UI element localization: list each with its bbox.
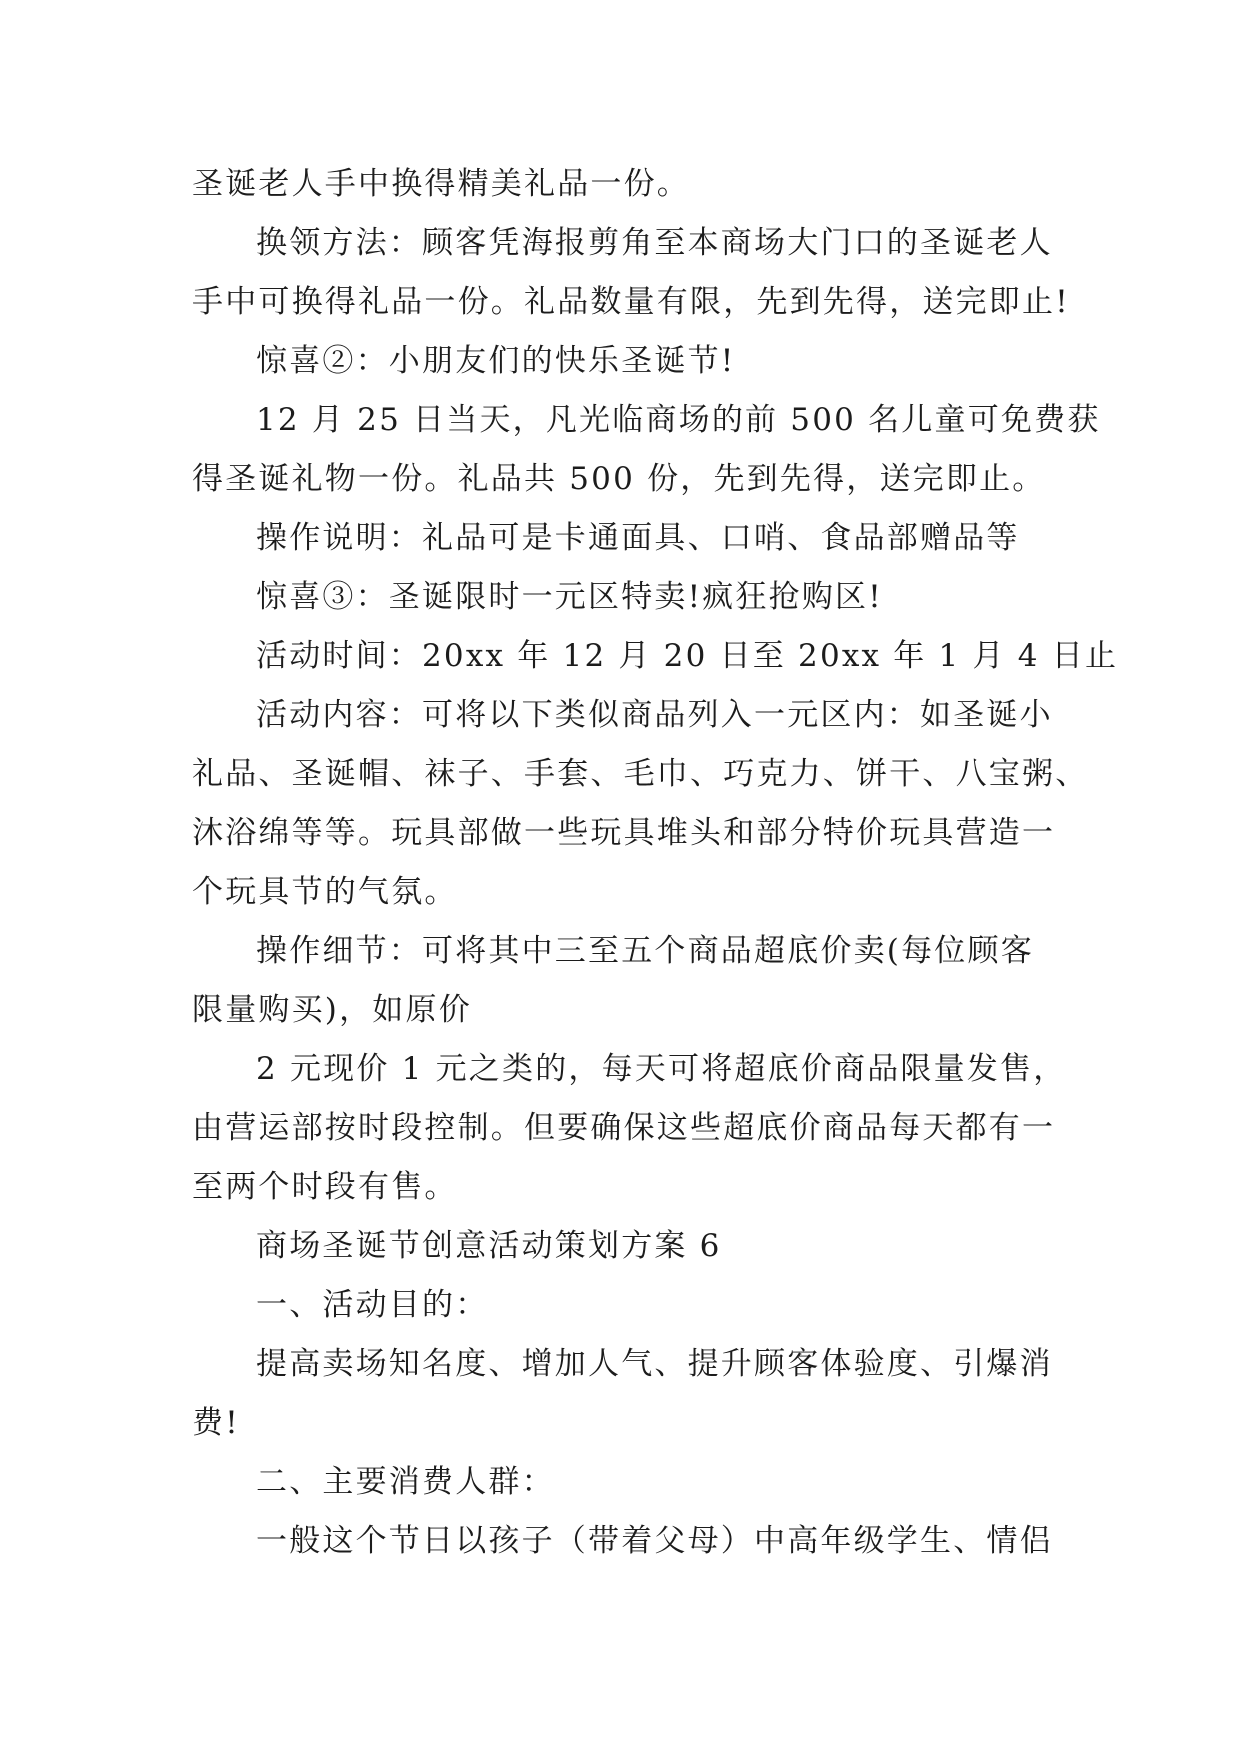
text-line: 换领方法：顾客凭海报剪角至本商场大门口的圣诞老人 xyxy=(256,225,1053,261)
text-line: 活动时间：20xx 年 12 月 20 日至 20xx 年 1 月 4 日止 xyxy=(256,638,1119,674)
text-line: 活动内容：可将以下类似商品列入一元区内：如圣诞小 xyxy=(256,697,1053,733)
text-line: 个玩具节的气氛。 xyxy=(192,874,458,910)
subsection-heading: 一、活动目的： xyxy=(256,1287,489,1323)
text-line: 费! xyxy=(192,1405,240,1441)
text-line: 惊喜③：圣诞限时一元区特卖!疯狂抢购区! xyxy=(256,579,883,615)
text-line: 圣诞老人手中换得精美礼品一份。 xyxy=(192,166,690,202)
text-line: 一般这个节日以孩子（带着父母）中高年级学生、情侣 xyxy=(256,1523,1053,1559)
text-line: 2 元现价 1 元之类的，每天可将超底价商品限量发售， xyxy=(256,1051,1067,1087)
text-line: 得圣诞礼物一份。礼品共 500 份，先到先得，送完即止。 xyxy=(192,461,1046,497)
text-line: 提高卖场知名度、增加人气、提升顾客体验度、引爆消 xyxy=(256,1346,1053,1382)
text-line: 操作说明：礼品可是卡通面具、口哨、食品部赠品等 xyxy=(256,520,1020,556)
text-line: 惊喜②：小朋友们的快乐圣诞节! xyxy=(256,343,736,379)
text-line: 12 月 25 日当天，凡光临商场的前 500 名儿童可免费获 xyxy=(256,402,1101,438)
text-line: 限量购买)，如原价 xyxy=(192,992,472,1028)
section-heading: 商场圣诞节创意活动策划方案 6 xyxy=(256,1228,722,1264)
subsection-heading: 二、主要消费人群： xyxy=(256,1464,555,1500)
text-line: 礼品、圣诞帽、袜子、手套、毛巾、巧克力、饼干、八宝粥、 xyxy=(192,756,1089,792)
text-line: 操作细节：可将其中三至五个商品超底价卖(每位顾客 xyxy=(256,933,1034,969)
text-line: 由营运部按时段控制。但要确保这些超底价商品每天都有一 xyxy=(192,1110,1056,1146)
text-line: 沐浴绵等等。玩具部做一些玩具堆头和部分特价玩具营造一 xyxy=(192,815,1056,851)
text-line: 手中可换得礼品一份。礼品数量有限，先到先得，送完即止! xyxy=(192,284,1070,320)
text-line: 至两个时段有售。 xyxy=(192,1169,458,1205)
